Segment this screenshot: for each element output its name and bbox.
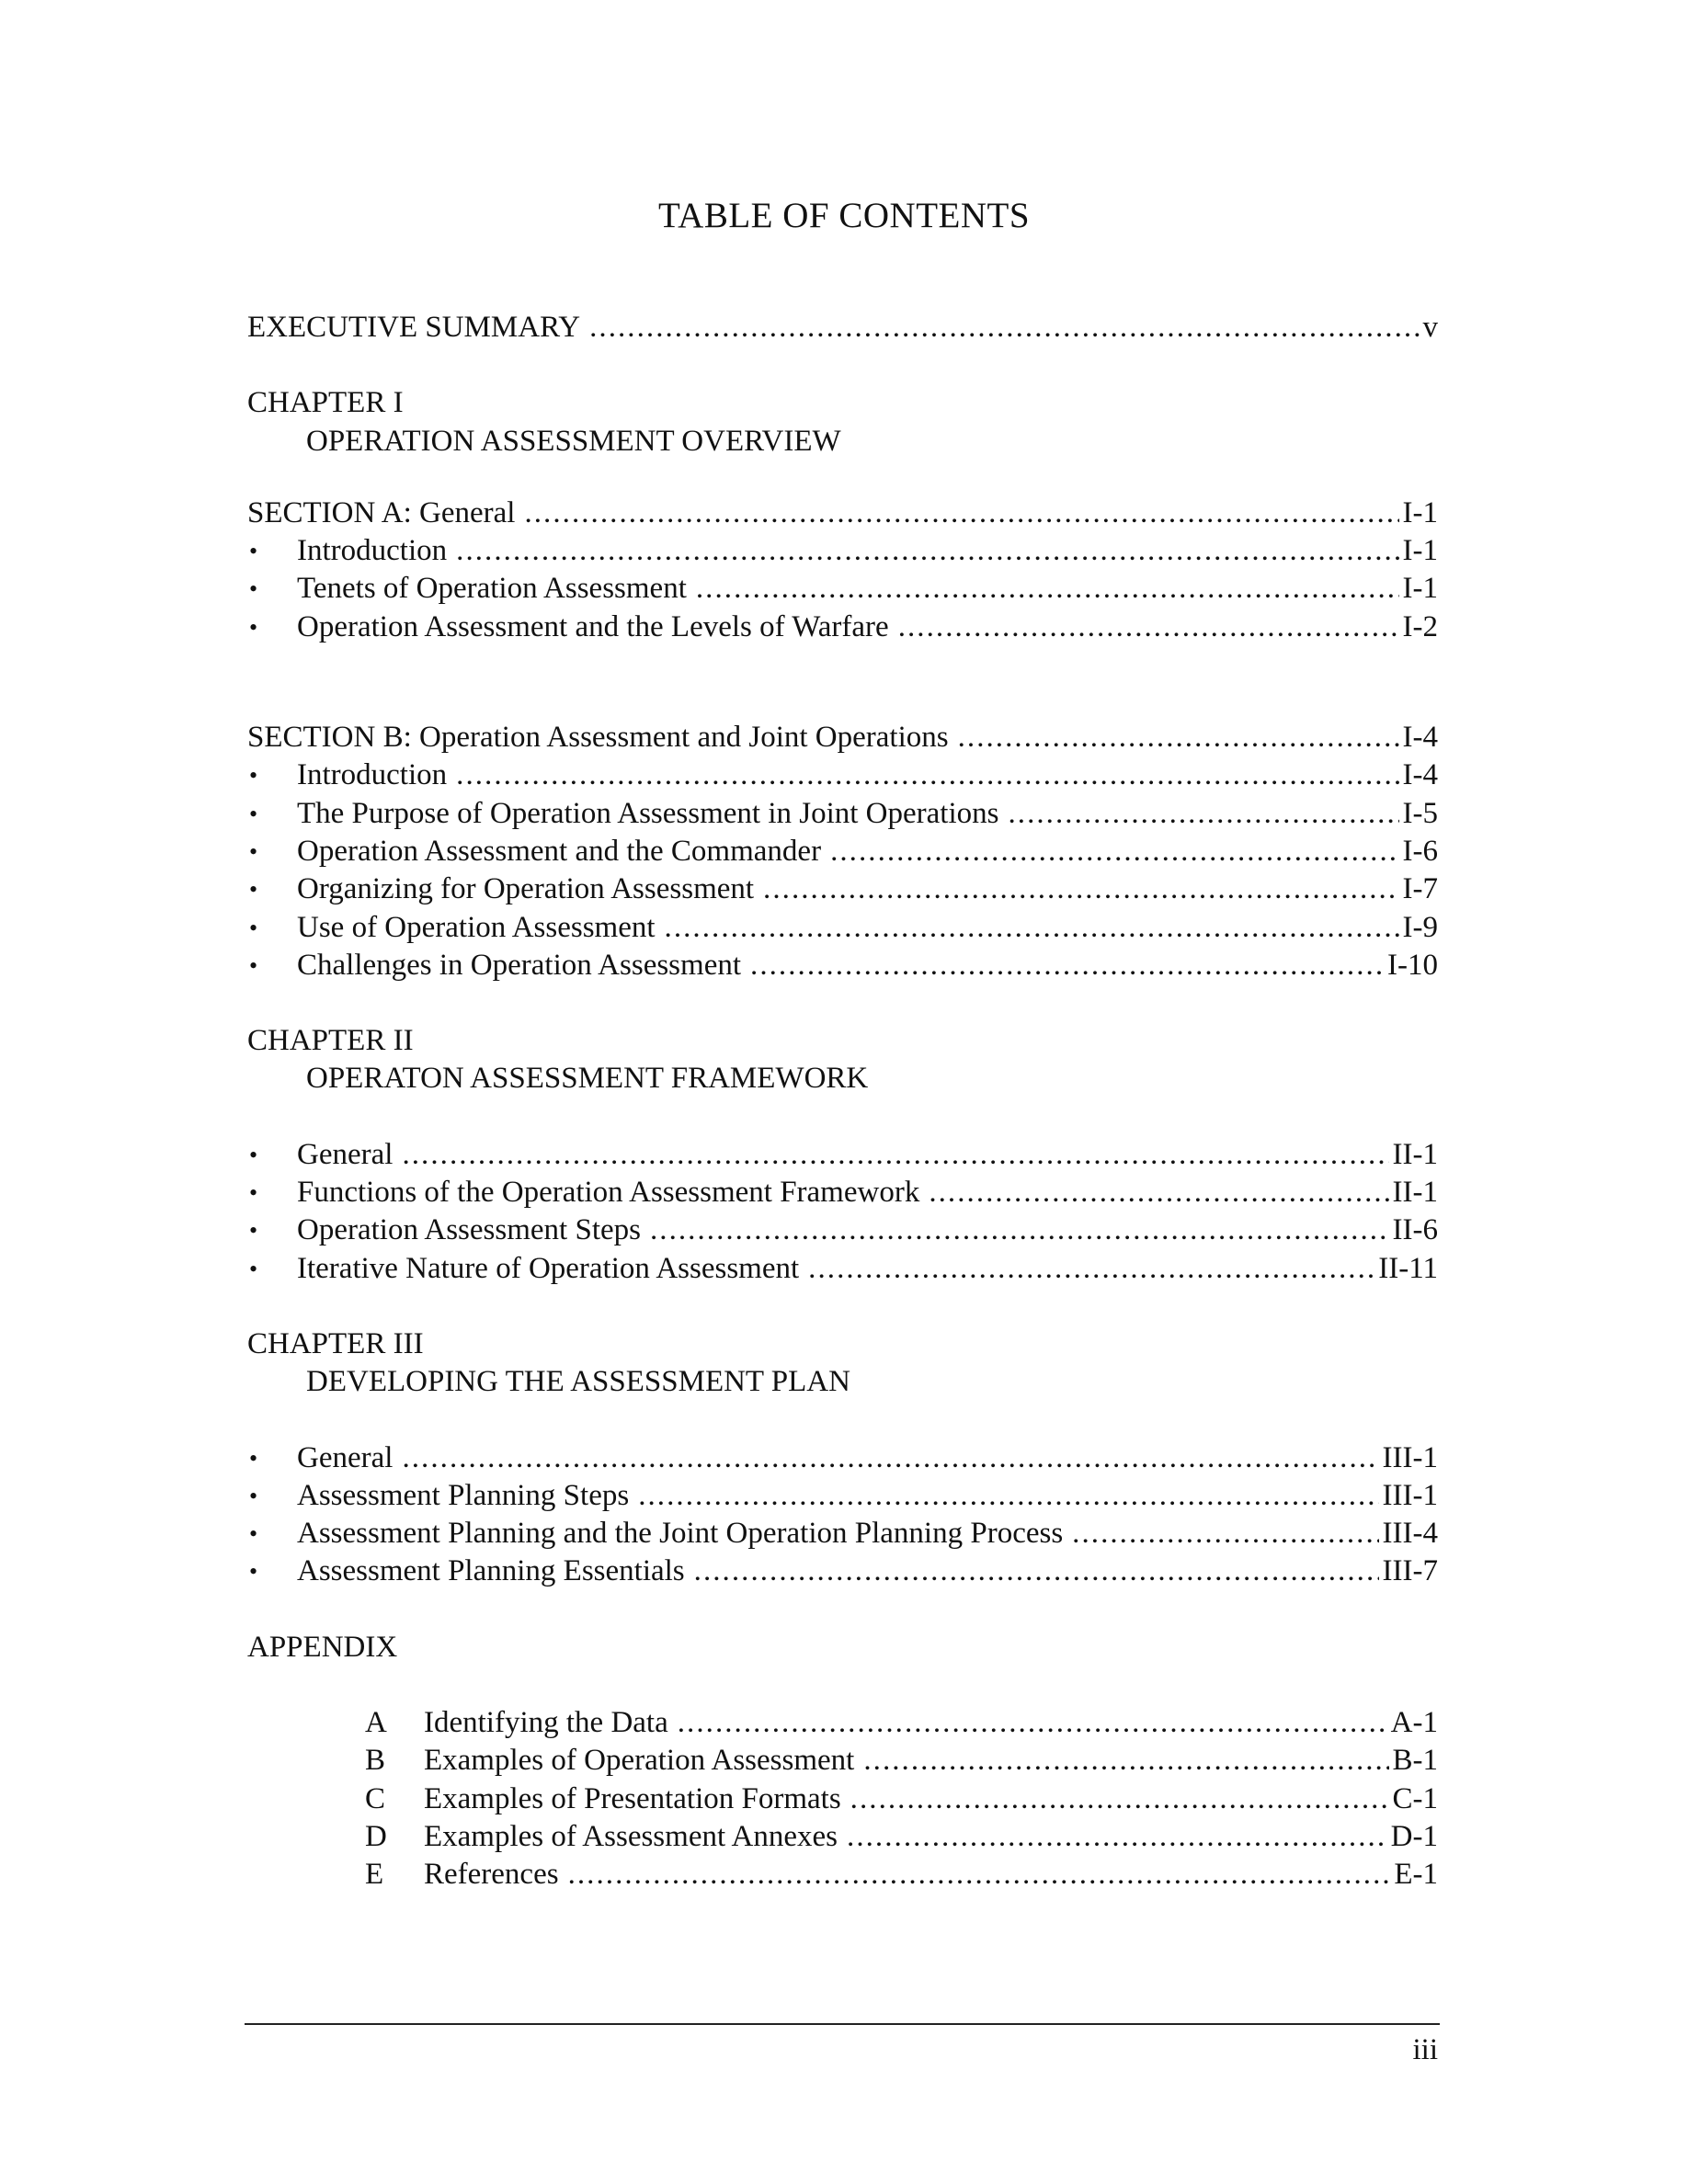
dot-leader	[696, 570, 1399, 608]
toc-entry-section[interactable]	[247, 719, 1438, 756]
toc-entry-item[interactable]	[247, 1174, 1438, 1211]
toc-entry-label: • The Purpose of Operation Assessment in Joint Operations	[297, 796, 999, 830]
dot-leader	[402, 1439, 1378, 1477]
toc-entry-page: I-2	[1402, 609, 1438, 643]
dot-leader	[694, 1553, 1379, 1590]
chapter-heading: CHAPTER I	[247, 386, 404, 420]
dot-leader	[850, 1780, 1389, 1818]
dot-leader	[665, 909, 1399, 947]
dot-leader	[863, 1742, 1388, 1780]
dot-leader	[808, 1250, 1374, 1288]
dot-leader	[402, 1136, 1388, 1174]
appendix-letter: B	[365, 1744, 386, 1778]
toc-entry-label: • Organizing for Operation Assessment	[297, 872, 755, 906]
appendix-letter: E	[365, 1858, 384, 1892]
toc-entry-label: Examples of Presentation Formats	[424, 1781, 841, 1815]
toc-entry-item[interactable]	[247, 1477, 1438, 1515]
toc-entry-item[interactable]	[247, 756, 1438, 794]
dot-leader	[830, 833, 1398, 870]
toc-entry-label: • Challenges in Operation Assessment	[297, 948, 742, 982]
toc-entry-page: III-1	[1382, 1440, 1438, 1474]
toc-entry-item[interactable]	[247, 870, 1438, 908]
toc-entry-item[interactable]	[247, 1211, 1438, 1249]
dot-leader	[456, 532, 1398, 570]
chapter-title: OPERATION ASSESSMENT OVERVIEW	[306, 424, 841, 458]
toc-entry-label: Examples of Assessment Annexes	[424, 1819, 838, 1853]
toc-entry-label: EXECUTIVE SUMMARY	[247, 311, 581, 344]
toc-entry-label: • General	[297, 1440, 393, 1474]
chapter-heading: CHAPTER III	[247, 1326, 424, 1360]
toc-entry-item[interactable]	[247, 795, 1438, 833]
toc-entry-page: I-10	[1387, 948, 1438, 982]
dot-leader	[929, 1174, 1388, 1211]
toc-entry-appendix[interactable]	[247, 1742, 1438, 1780]
toc-entry-page: II-6	[1392, 1213, 1438, 1247]
toc-entry-page: I-5	[1402, 796, 1438, 830]
toc-entry-item[interactable]	[247, 609, 1438, 646]
toc-entry-executive-summary[interactable]	[247, 309, 1438, 347]
table-of-contents	[247, 309, 1438, 1894]
toc-entry-page: C-1	[1392, 1781, 1438, 1815]
toc-entry-page: I-4	[1402, 721, 1438, 755]
toc-entry-label: SECTION B: Operation Assessment and Joint Operations	[247, 721, 949, 755]
toc-entry-label: • General	[297, 1137, 393, 1171]
toc-entry-label: • Tenets of Operation Assessment	[297, 572, 687, 606]
toc-entry-label: • Assessment Planning Essentials	[297, 1554, 685, 1588]
toc-entry-page: I-4	[1402, 758, 1438, 792]
appendix-heading: APPENDIX	[247, 1630, 398, 1664]
toc-entry-page: D-1	[1390, 1819, 1438, 1853]
toc-entry-page: E-1	[1394, 1858, 1438, 1892]
appendix-letter: A	[365, 1706, 387, 1740]
toc-entry-page: I-7	[1402, 872, 1438, 906]
toc-entry-label: • Introduction	[297, 758, 448, 792]
dot-leader	[1072, 1515, 1378, 1553]
page-title: TABLE OF CONTENTS	[657, 196, 1031, 235]
toc-entry-appendix[interactable]	[247, 1818, 1438, 1856]
toc-entry-page: I-1	[1402, 534, 1438, 568]
toc-entry-page: III-4	[1382, 1517, 1438, 1551]
dot-leader	[898, 609, 1399, 646]
dot-leader	[750, 947, 1384, 984]
toc-entry-label: SECTION A: General	[247, 495, 516, 529]
toc-entry-label: Examples of Operation Assessment	[424, 1744, 855, 1778]
toc-entry-label: • Assessment Planning and the Joint Operation Planning Process	[297, 1517, 1064, 1551]
toc-entry-page: III-7	[1382, 1554, 1438, 1588]
dot-leader	[678, 1704, 1387, 1742]
toc-entry-page: II-11	[1378, 1251, 1438, 1285]
chapter-title: DEVELOPING THE ASSESSMENT PLAN	[306, 1365, 850, 1399]
dot-leader	[958, 719, 1399, 756]
toc-entry-label: • Assessment Planning Steps	[297, 1478, 630, 1512]
toc-entry-label: • Functions of the Operation Assessment Framework	[297, 1176, 920, 1210]
appendix-letter: C	[365, 1781, 386, 1815]
dot-leader	[568, 1856, 1391, 1894]
toc-entry-section[interactable]	[247, 495, 1438, 532]
toc-entry-label: • Use of Operation Assessment	[297, 910, 656, 944]
toc-entry-appendix[interactable]	[247, 1856, 1438, 1894]
toc-entry-page: I-1	[1402, 495, 1438, 529]
toc-entry-label: • Operation Assessment and the Commander	[297, 834, 822, 868]
toc-entry-page: B-1	[1392, 1744, 1438, 1778]
toc-entry-item[interactable]	[247, 1250, 1438, 1288]
toc-entry-item[interactable]	[247, 833, 1438, 870]
toc-entry-page: III-1	[1382, 1478, 1438, 1512]
toc-entry-label: • Operation Assessment Steps	[297, 1213, 641, 1247]
toc-entry-item[interactable]	[247, 909, 1438, 947]
toc-entry-appendix[interactable]	[247, 1704, 1438, 1742]
appendix-letter: D	[365, 1819, 387, 1853]
dot-leader	[847, 1818, 1387, 1856]
dot-leader	[763, 870, 1398, 908]
toc-entry-page: I-9	[1402, 910, 1438, 944]
dot-leader	[1008, 795, 1398, 833]
dot-leader	[524, 495, 1398, 532]
toc-entry-page: II-1	[1392, 1176, 1438, 1210]
toc-entry-label: • Operation Assessment and the Levels of Warfare	[297, 609, 889, 643]
toc-entry-label: • Introduction	[297, 534, 448, 568]
dot-leader	[650, 1211, 1389, 1249]
footer-divider	[245, 2023, 1440, 2025]
toc-entry-page: A-1	[1390, 1706, 1438, 1740]
toc-entry-page: II-1	[1392, 1137, 1438, 1171]
toc-entry-item[interactable]	[247, 1439, 1438, 1477]
toc-entry-label: Identifying the Data	[424, 1706, 668, 1740]
toc-entry-item[interactable]	[247, 947, 1438, 984]
toc-entry-item[interactable]	[247, 570, 1438, 608]
dot-leader	[638, 1477, 1378, 1515]
toc-entry-label: References	[424, 1858, 559, 1892]
toc-entry-item[interactable]	[247, 1553, 1438, 1590]
toc-entry-page: I-6	[1402, 834, 1438, 868]
dot-leader	[456, 756, 1398, 794]
toc-entry-page: v	[1422, 311, 1438, 344]
toc-entry-item[interactable]	[247, 1515, 1438, 1553]
page-number: iii	[1412, 2033, 1438, 2066]
toc-entry-label: • Iterative Nature of Operation Assessment	[297, 1251, 800, 1285]
toc-entry-page: I-1	[1402, 572, 1438, 606]
chapter-heading: CHAPTER II	[247, 1024, 414, 1058]
toc-entry-item[interactable]	[247, 532, 1438, 570]
toc-entry-appendix[interactable]	[247, 1780, 1438, 1818]
toc-entry-item[interactable]	[247, 1136, 1438, 1174]
chapter-title: OPERATON ASSESSMENT FRAMEWORK	[306, 1062, 869, 1096]
dot-leader	[589, 309, 1419, 347]
